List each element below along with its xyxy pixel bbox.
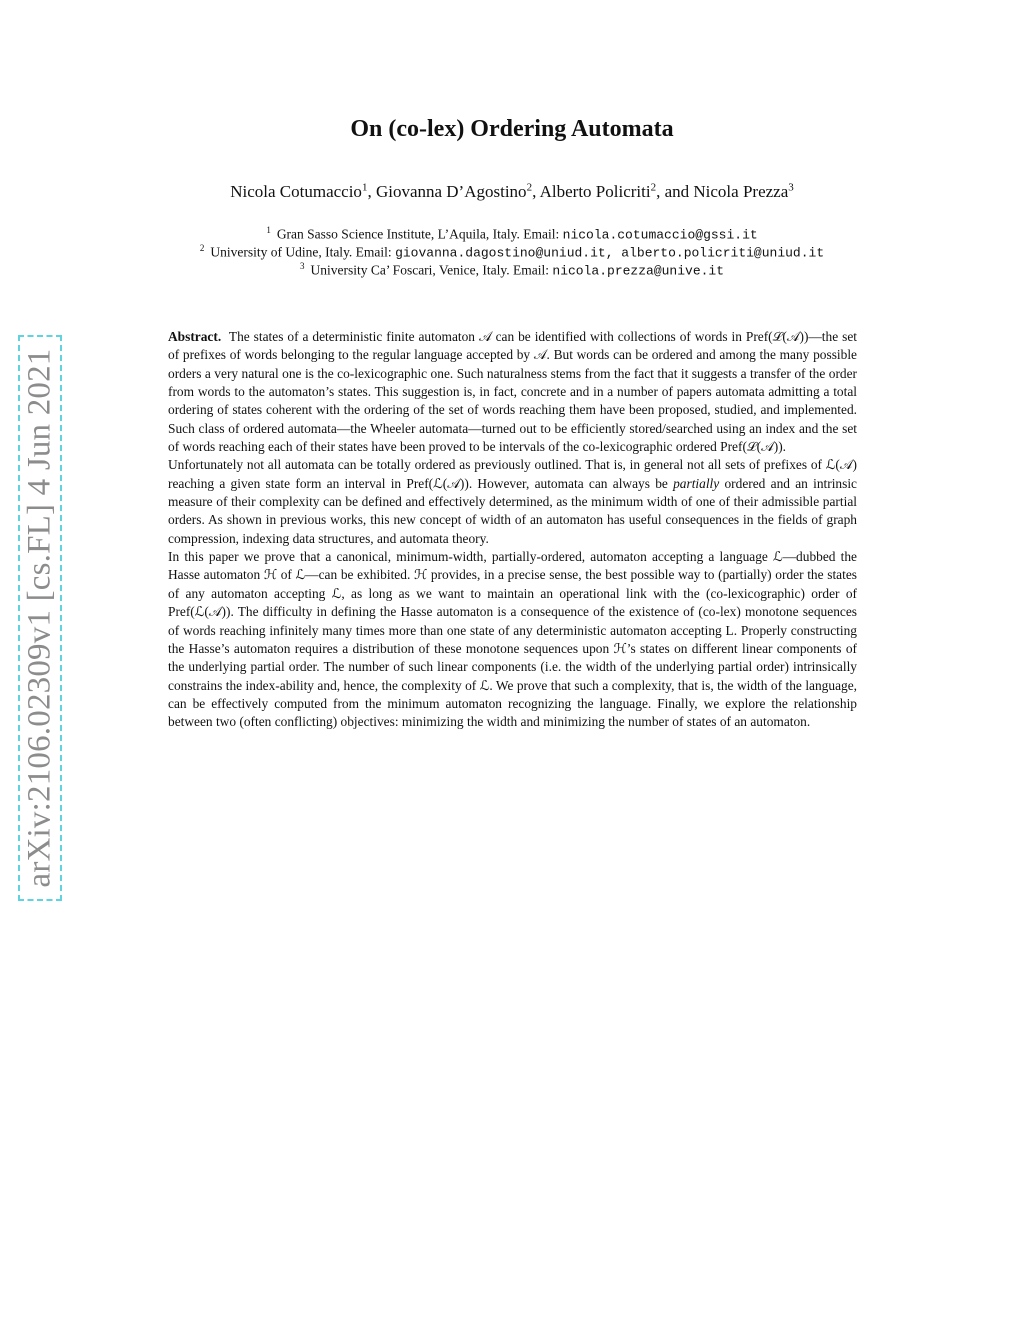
- affiliation: $^3$ University Ca’ Foscari, Venice, Italy. Email: nicola.prezza@unive.it: [299, 261, 725, 279]
- author-list: [0, 181, 1024, 202]
- affiliation: $^2$ University of Udine, Italy. Email: giovanna.dagostino@uniud.it, alberto.policriti@uniud.it: [199, 243, 825, 261]
- abstract-paragraph: Abstract. The states of a deterministic finite automaton 𝒜 can be identified with collections of words in Pref(ℒ(𝒜))—the set of prefixes of words belonging to the regular language accepted by 𝒜. But words can be ordered and among the many possible orders a very natural one is the co-lexicographic one. Such naturalness stems from the fact that it suggests a transfer of the order from words to the automaton’s states. This suggestion is, in fact, concrete and in a number of papers automata admitting a total ordering of states coherent with the ordering of the set of words reaching them have been proposed, studied, and implemented. Such class of ordered automata—the Wheeler automata—turned out to be efficiently stored/searched using an index and the set of words reaching each of their states have been proved to be intervals of the co-lexicographic ordered Pref(ℒ(𝒜)).: [168, 329, 857, 455]
- author: Giovanna D’Agostino$^2$,: [375, 181, 540, 201]
- email-address: nicola.prezza@unive.it: [552, 263, 725, 279]
- arxiv-identifier-text: arXiv:2106.02309v1 [cs.FL] 4 Jun 2021: [21, 348, 58, 888]
- abstract: [168, 328, 857, 732]
- author: Alberto Policriti$^2$, and: [539, 181, 694, 201]
- email-address: giovanna.dagostino@uniud.it, alberto.policriti@uniud.it: [395, 245, 825, 261]
- abstract-paragraph: Unfortunately not all automata can be totally ordered as previously outlined. That is, in general not all sets of prefixes of ℒ(𝒜) reaching a given state form an interval in Pref(ℒ(𝒜)). However, automata can always be partially ordered and an intrinsic measure of their complexity can be defined and effectively determined, as the minimum width of one of their admissible partial orders. As shown in previous works, this new concept of width of an automaton has useful consequences in the fields of graph compression, indexing data structures, and automata theory.: [168, 457, 857, 546]
- paper-title: On (co-lex) Ordering Automata: [350, 116, 674, 142]
- author: Nicola Prezza$^3$: [693, 181, 794, 201]
- arxiv-identifier-stamp: [18, 335, 62, 901]
- abstract-label: Abstract.: [168, 329, 222, 344]
- author: Nicola Cotumaccio$^1$,: [230, 181, 376, 201]
- affiliation: $^1$ Gran Sasso Science Institute, L’Aquila, Italy. Email: nicola.cotumaccio@gssi.it: [266, 225, 758, 243]
- email-address: nicola.cotumaccio@gssi.it: [562, 227, 758, 243]
- abstract-paragraph: In this paper we prove that a canonical, minimum-width, partially-ordered, automaton accepting a language ℒ—dubbed the Hasse automaton ℋ of ℒ—can be exhibited. ℋ provides, in a precise sense, the best possible way to (partially) order the states of any automaton accepting ℒ, as long as we want to maintain an operational link with the (co-lexicographic) order of Pref(ℒ(𝒜)). The difficulty in defining the Hasse automaton is a consequence of the existence of (co-lex) monotone sequences of words reaching infinitely many times more than one state of any deterministic automaton accepting L. Properly constructing the Hasse’s automaton requires a distribution of these monotone sequences upon ℋ’s states on different linear components of the underlying partial order. The number of such linear components (i.e. the width of the underlying partial order) intrinsically constrains the index-ability and, hence, the complexity of ℒ. We prove that such a complexity, that is, the width of the language, can be effectively computed from the minimum automaton recognizing the language. Finally, we explore the relationship between two (often conflicting) objectives: minimizing the width and minimizing the number of states of an automaton.: [168, 549, 857, 730]
